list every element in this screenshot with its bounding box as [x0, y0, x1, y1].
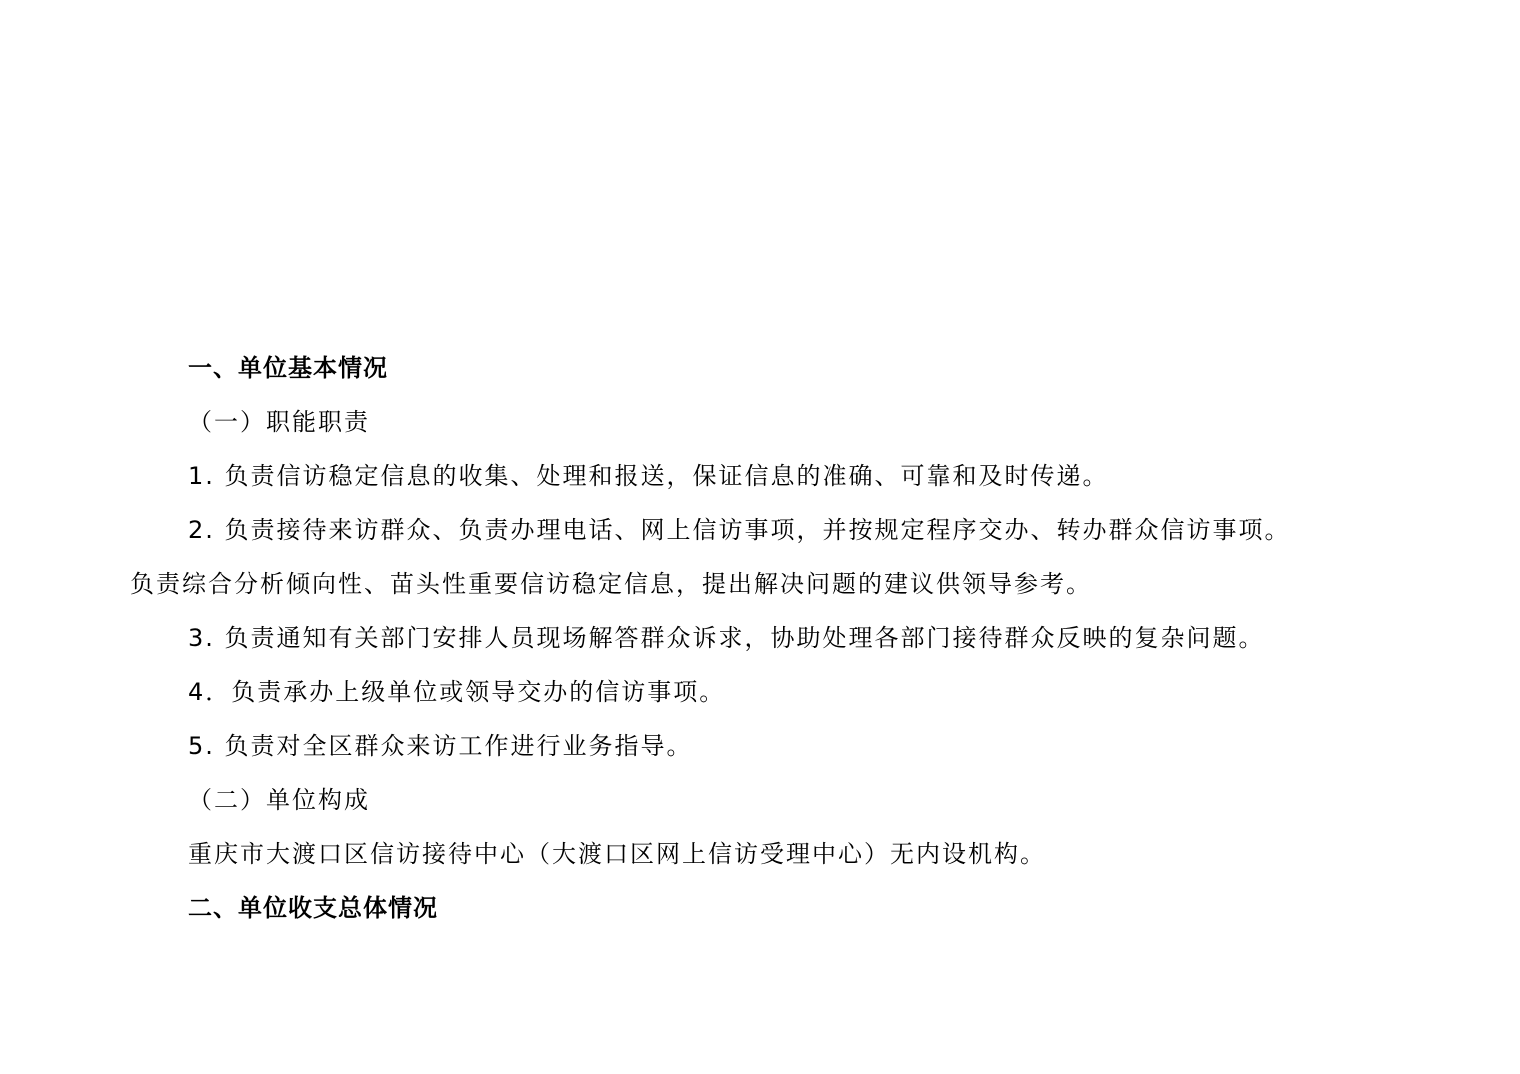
subsection-heading-functions: （一）职能职责	[188, 408, 370, 436]
function-item-1: 1. 负责信访稳定信息的收集、处理和报送，保证信息的准确、可靠和及时传递。	[188, 462, 1109, 490]
function-item-5: 5. 负责对全区群众来访工作进行业务指导。	[188, 732, 693, 760]
function-item-3: 3. 负责通知有关部门安排人员现场解答群众诉求，协助处理各部门接待群众反映的复杂问题。	[188, 624, 1265, 652]
function-item-2: 2. 负责接待来访群众、负责办理电话、网上信访事项，并按规定程序交办、转办群众信访事项。	[188, 516, 1291, 544]
composition-text: 重庆市大渡口区信访接待中心（大渡口区网上信访受理中心）无内设机构。	[188, 840, 1046, 868]
document-title-line-1	[0, 124, 1520, 172]
function-item-2-continued: 负责综合分析倾向性、苗头性重要信访稳定信息，提出解决问题的建议供领导参考。	[130, 570, 1092, 598]
section-heading-basic-info: 一、单位基本情况	[188, 354, 388, 382]
subsection-heading-composition: （二）单位构成	[188, 786, 370, 814]
document-title-line-3	[0, 232, 1520, 280]
function-item-4: 4．负责承办上级单位或领导交办的信访事项。	[188, 678, 726, 706]
section-heading-revenue-expenditure: 二、单位收支总体情况	[188, 894, 438, 922]
document-title-line-2	[0, 178, 1520, 226]
